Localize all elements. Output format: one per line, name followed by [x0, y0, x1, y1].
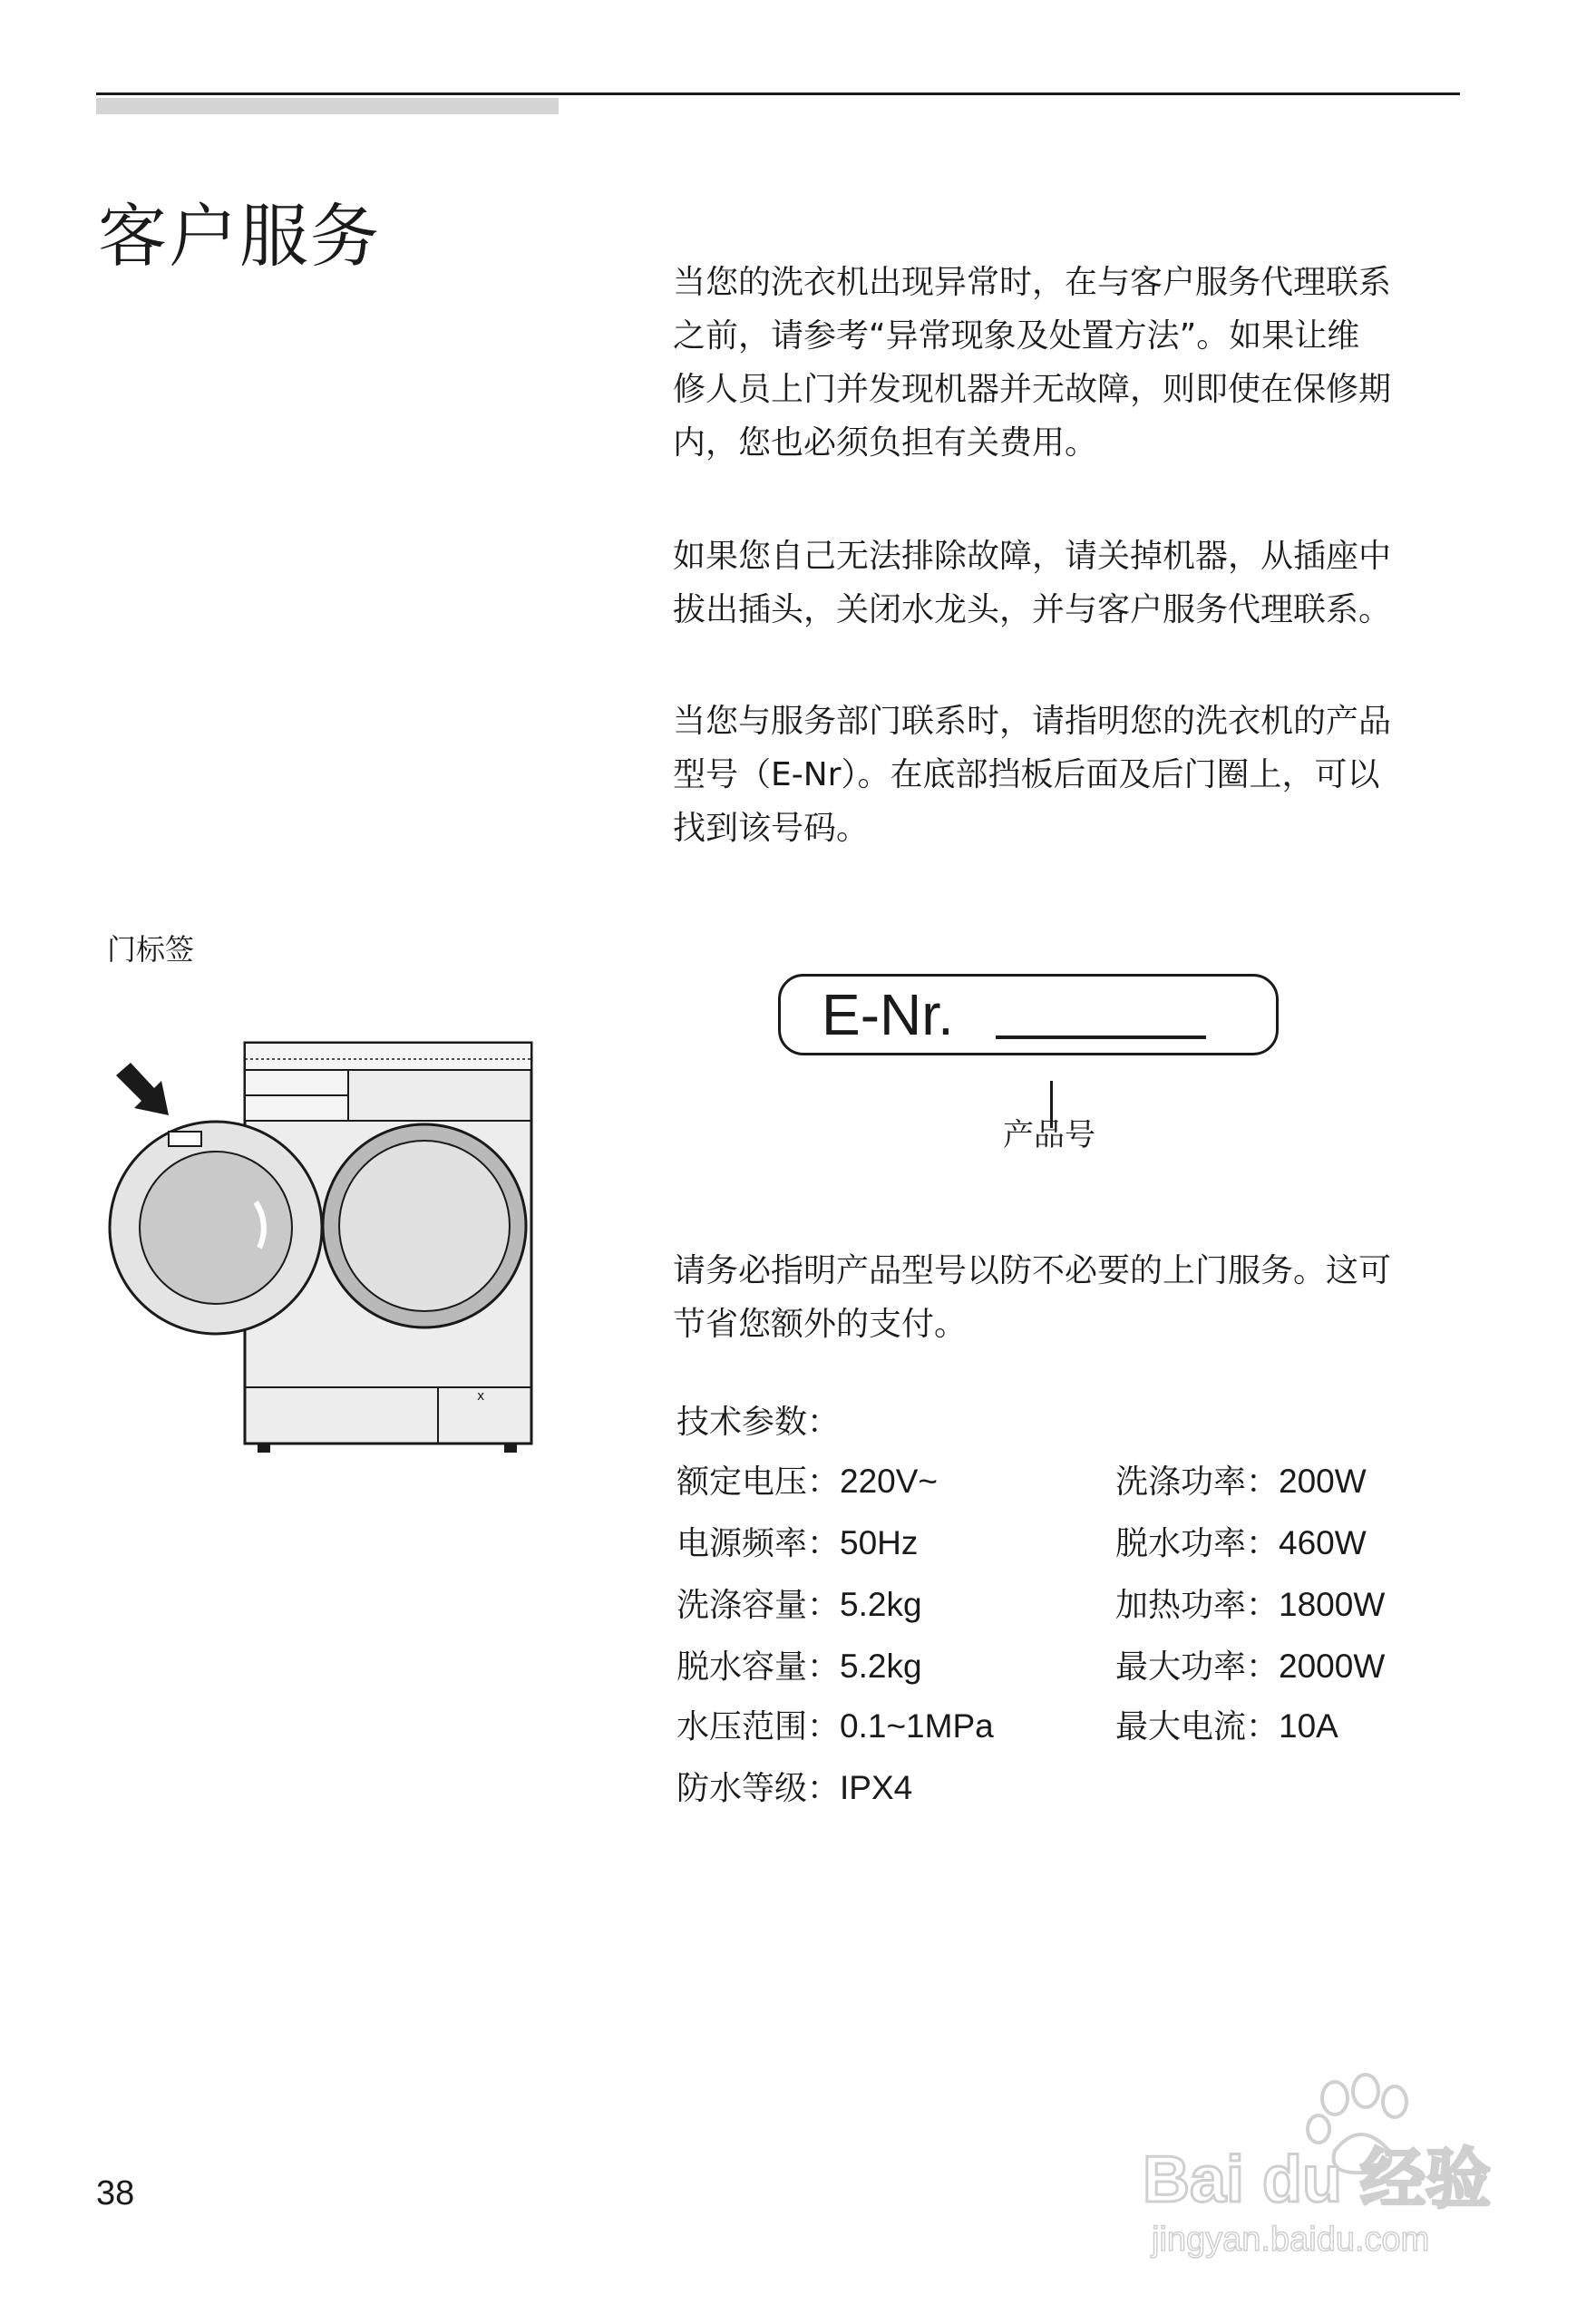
- spec-item: [676, 1456, 938, 1502]
- spec-label: 电源频率：: [676, 1525, 841, 1562]
- e-nr-blank-line: [996, 1035, 1206, 1039]
- spec-item: [1115, 1456, 1367, 1502]
- spec-label: 洗涤功率：: [1115, 1463, 1280, 1501]
- paragraph-line: 节省您额外的支付。: [673, 1306, 968, 1343]
- door-label-caption: 门标签: [107, 932, 195, 967]
- arrow-icon: [116, 1063, 169, 1115]
- paragraph-3: [673, 695, 1471, 855]
- paragraph-line: 如果您自己无法排除故障，请关掉机器，从插座中: [673, 538, 1392, 575]
- header-accent-bar: [96, 98, 559, 114]
- specs-heading: 技术参数：: [676, 1404, 841, 1441]
- spec-item: [676, 1641, 922, 1687]
- e-nr-label: E-Nr.: [822, 982, 954, 1047]
- paragraph-line: 之前，请参考“异常现象及处置方法”。如果让维: [673, 317, 1360, 355]
- spec-label: 额定电压：: [676, 1463, 841, 1501]
- baidu-jingyan-watermark: [1124, 2064, 1505, 2272]
- spec-value: 200W: [1279, 1463, 1367, 1500]
- spec-item: [676, 1763, 912, 1809]
- paragraph-line: 找到该号码。: [673, 810, 870, 847]
- paragraph-2: [673, 530, 1471, 637]
- spec-value: 50Hz: [840, 1524, 919, 1561]
- header-rule: [96, 92, 1460, 95]
- spec-label: 脱水容量：: [676, 1648, 841, 1686]
- washing-machine-illustration: [89, 1025, 542, 1460]
- spec-item: [1115, 1518, 1367, 1564]
- paragraph-line: 内，您也必须负担有关费用。: [673, 424, 1098, 462]
- spec-value: 10A: [1279, 1707, 1338, 1745]
- spec-value: 2000W: [1279, 1648, 1386, 1685]
- spec-label: 水压范围：: [676, 1708, 841, 1745]
- paragraph-line: 修人员上门并发现机器并无故障，则即使在保修期: [673, 371, 1392, 408]
- spec-item: [676, 1701, 994, 1747]
- paragraph-line: 型号（E-Nr）。在底部挡板后面及后门圈上，可以: [673, 756, 1380, 793]
- spec-label: 加热功率：: [1115, 1587, 1280, 1624]
- spec-item: [676, 1518, 918, 1564]
- page-number: 38: [96, 2174, 135, 2212]
- spec-value: 0.1~1MPa: [840, 1707, 994, 1745]
- spec-item: [1115, 1580, 1385, 1626]
- spec-label: 防水等级：: [676, 1770, 841, 1807]
- paragraph-line: 当您的洗衣机出现异常时，在与客户服务代理联系: [673, 264, 1392, 301]
- spec-value: 460W: [1279, 1524, 1367, 1561]
- paragraph-line: 拔出插头，关闭水龙头，并与客户服务代理联系。: [673, 591, 1392, 628]
- paragraph-4: [673, 1244, 1471, 1351]
- spec-item: [1115, 1701, 1338, 1747]
- spec-value: 1800W: [1279, 1586, 1386, 1623]
- paragraph-1: [673, 256, 1471, 470]
- svg-text:x: x: [477, 1389, 485, 1404]
- spec-label: 最大电流：: [1115, 1708, 1280, 1745]
- product-number-caption: 产品号: [1003, 1117, 1095, 1153]
- watermark-url: jingyan.baidu.com: [1152, 2221, 1430, 2259]
- paragraph-line: 当您与服务部门联系时，请指明您的洗衣机的产品: [673, 703, 1392, 740]
- spec-item: [1115, 1641, 1385, 1687]
- watermark-brand: Bai du 经验: [1143, 2144, 1492, 2216]
- spec-label: 脱水功率：: [1115, 1525, 1280, 1562]
- spec-value: 5.2kg: [840, 1586, 922, 1623]
- spec-label: 最大功率：: [1115, 1648, 1280, 1686]
- spec-value: IPX4: [840, 1769, 913, 1806]
- page-title: 客户服务: [98, 196, 381, 277]
- spec-value: 220V~: [840, 1463, 939, 1500]
- paragraph-line: 请务必指明产品型号以防不必要的上门服务。这可: [673, 1252, 1392, 1289]
- spec-value: 5.2kg: [840, 1648, 922, 1685]
- spec-item: [676, 1580, 922, 1626]
- spec-label: 洗涤容量：: [676, 1587, 841, 1624]
